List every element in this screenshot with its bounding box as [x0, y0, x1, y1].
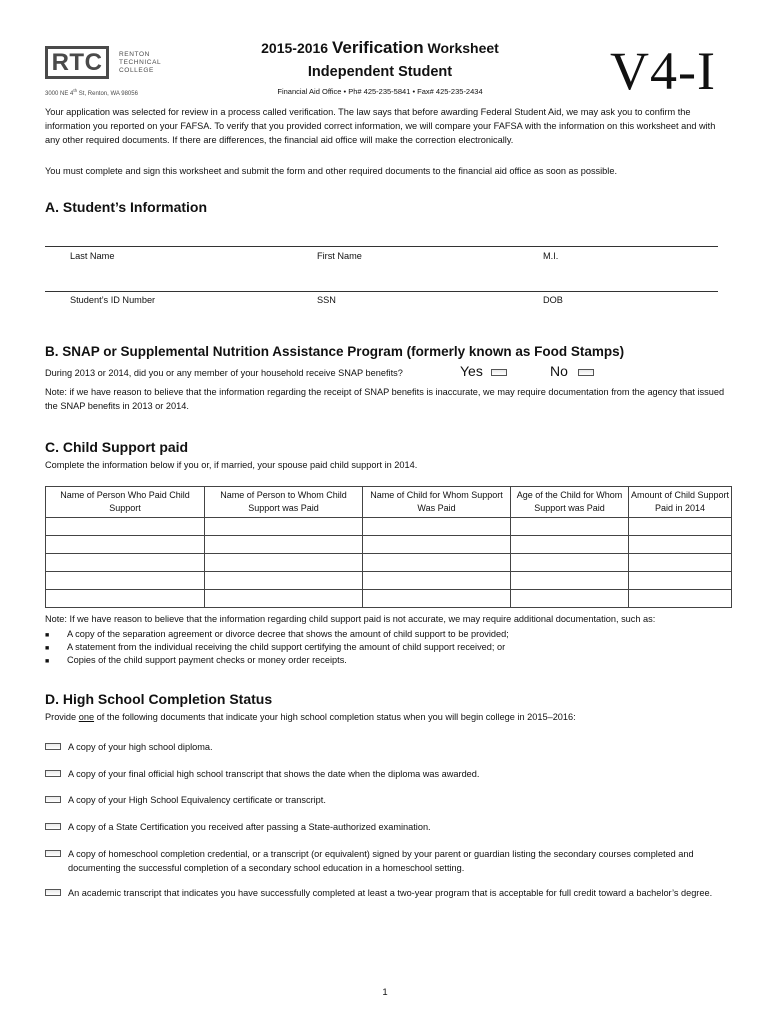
hs-option-label: A copy of your final official high school transcript that shows the date when the diploma was awarded.	[68, 769, 480, 779]
office-contact: Financial Aid Office • Ph# 425-235-5841 • Fax# 425-235-2434	[277, 87, 483, 96]
table-cell[interactable]	[363, 554, 511, 572]
table-cell[interactable]	[629, 590, 732, 608]
section-b-heading: B. SNAP or Supplemental Nutrition Assistance Program (formerly known as Food Stamps)	[45, 344, 625, 359]
table-cell[interactable]	[46, 572, 205, 590]
table-cell[interactable]	[205, 518, 363, 536]
student-id-label: Student’s ID Number	[70, 295, 156, 305]
table-cell[interactable]	[46, 518, 205, 536]
hs-option	[45, 887, 735, 901]
table-cell[interactable]	[511, 536, 629, 554]
table-cell[interactable]	[511, 572, 629, 590]
child-support-instructions: Complete the information below if you or, if married, your spouse paid child support in 2014.	[45, 460, 418, 470]
logo-college-name	[119, 51, 161, 75]
table-cell[interactable]	[511, 590, 629, 608]
table-cell[interactable]	[363, 590, 511, 608]
hs-option-label: A copy of your High School Equivalency certificate or transcript.	[68, 795, 326, 805]
table-row	[46, 590, 732, 608]
table-header-row	[46, 487, 732, 518]
section-c-heading: C. Child Support paid	[45, 439, 189, 455]
col-header-amount: Amount of Child Support Paid in 2014	[629, 487, 732, 518]
student-id-line[interactable]	[45, 291, 718, 292]
hs-option-checkbox[interactable]	[45, 770, 61, 777]
table-cell[interactable]	[205, 554, 363, 572]
hs-option	[45, 741, 735, 755]
logo-name-line: TECHNICAL	[119, 59, 162, 66]
hs-option-label: A copy of homeschool completion credential, or a transcript (or equivalent) signed by your parent or guardian listing the secondary courses completed and documenting the successful completion of a secondary school education in a homeschool setting.	[68, 849, 694, 873]
logo-abbr: RTC	[51, 48, 103, 76]
title-years: 2015-2016	[261, 40, 329, 56]
address-sup: th	[73, 88, 78, 93]
bullet-icon: ■	[45, 658, 50, 665]
table-cell[interactable]	[511, 518, 629, 536]
snap-question: During 2013 or 2014, did you or any member of your household receive SNAP benefits?	[45, 368, 403, 378]
hs-option-checkbox[interactable]	[45, 889, 61, 896]
table-row	[46, 572, 732, 590]
hs-option	[45, 821, 735, 835]
snap-yes-label: Yes	[460, 363, 483, 379]
last-name-label: Last Name	[70, 251, 115, 261]
table-cell[interactable]	[363, 536, 511, 554]
address-pre: 3000 NE 4	[45, 91, 74, 97]
hs-option-checkbox[interactable]	[45, 796, 61, 803]
hs-option	[45, 768, 735, 782]
hs-instr-pre: Provide	[45, 712, 79, 722]
bullet-text: Copies of the child support payment checks or money order receipts.	[67, 655, 347, 665]
table-row	[46, 536, 732, 554]
college-logo	[45, 46, 109, 79]
table-row	[46, 554, 732, 572]
list-item	[45, 654, 347, 669]
table-cell[interactable]	[205, 572, 363, 590]
table-cell[interactable]	[629, 518, 732, 536]
college-address	[45, 88, 138, 97]
table-row	[46, 518, 732, 536]
table-cell[interactable]	[629, 572, 732, 590]
hs-option-checkbox[interactable]	[45, 850, 61, 857]
col-header-child: Name of Child for Whom Support Was Paid	[363, 487, 511, 518]
first-name-label: First Name	[317, 251, 362, 261]
hs-option-checkbox[interactable]	[45, 823, 61, 830]
snap-yes-checkbox[interactable]	[491, 369, 507, 376]
hs-option-label: An academic transcript that indicates you have successfully completed at least a two-year program that is acceptable for full credit toward a bachelor’s degree.	[68, 888, 713, 898]
page-number: 1	[382, 987, 388, 998]
snap-no-label: No	[550, 363, 568, 379]
hs-instructions	[45, 712, 576, 722]
bullet-text: A copy of the separation agreement or divorce decree that shows the amount of child support to be provided;	[67, 629, 509, 639]
col-header-payee: Name of Person to Whom Child Support was Paid	[205, 487, 363, 518]
table-cell[interactable]	[363, 518, 511, 536]
intro-paragraph: Your application was selected for review in a process called verification. The law says that before awarding Federal Student Aid, we may ask you to confirm the information you reported on your FAFSA. To verify that you provided correct information, we will compare your FAFSA with the information on this worksheet and with any other required documents. If there are differences, the financial aid office will make the correction electronically.	[45, 107, 716, 145]
intro-deadline: You must complete and sign this worksheet and submit the form and other required documents to the financial aid office as soon as possible.	[45, 166, 617, 176]
table-cell[interactable]	[205, 590, 363, 608]
logo-name-line: COLLEGE	[119, 67, 154, 74]
col-header-payer: Name of Person Who Paid Child Support	[46, 487, 205, 518]
student-name-line[interactable]	[45, 246, 718, 247]
table-cell[interactable]	[363, 572, 511, 590]
hs-instr-post: of the following documents that indicate your high school completion status when you will begin college in 2015–2016:	[94, 712, 576, 722]
child-support-table	[45, 486, 732, 608]
bullet-icon: ■	[45, 645, 50, 652]
bullet-icon: ■	[45, 632, 50, 639]
section-a-heading: A. Student’s Information	[45, 199, 208, 215]
hs-option-label: A copy of a State Certification you received after passing a State-authorized examination.	[68, 822, 431, 832]
col-header-age: Age of the Child for Whom Support was Paid	[511, 487, 629, 518]
worksheet-title	[200, 38, 560, 58]
table-cell[interactable]	[46, 590, 205, 608]
hs-option-checkbox[interactable]	[45, 743, 61, 750]
form-code: V4-I	[610, 41, 716, 101]
child-support-note: Note: If we have reason to believe that the information regarding child support paid is not accurate, we may require additional documentation, such as:	[45, 614, 656, 624]
title-word: Verification	[331, 38, 424, 57]
bullet-text: A statement from the individual receiving the child support certifying the amount of child support received; or	[67, 642, 506, 652]
logo-name-line: RENTON	[119, 51, 150, 58]
table-cell[interactable]	[46, 536, 205, 554]
address-post: St, Renton, WA 98056	[77, 91, 138, 97]
snap-no-checkbox[interactable]	[578, 369, 594, 376]
table-cell[interactable]	[511, 554, 629, 572]
table-cell[interactable]	[629, 536, 732, 554]
section-d-heading: D. High School Completion Status	[45, 691, 273, 707]
worksheet-subtitle: Independent Student	[307, 64, 453, 80]
table-cell[interactable]	[629, 554, 732, 572]
snap-note: Note: if we have reason to believe that the information regarding the receipt of SNAP benefits is inaccurate, we may require documentation from the agency that issued the SNAP benefits in 2013 or 2014.	[45, 387, 725, 411]
hs-option-label: A copy of your high school diploma.	[68, 742, 213, 752]
hs-instr-one: one	[78, 712, 95, 722]
dob-label: DOB	[543, 295, 563, 305]
hs-option	[45, 848, 735, 876]
title-end: Worksheet	[427, 40, 499, 56]
table-cell[interactable]	[46, 554, 205, 572]
hs-option	[45, 794, 735, 808]
middle-initial-label: M.I.	[543, 251, 559, 261]
ssn-label: SSN	[317, 295, 336, 305]
table-cell[interactable]	[205, 536, 363, 554]
